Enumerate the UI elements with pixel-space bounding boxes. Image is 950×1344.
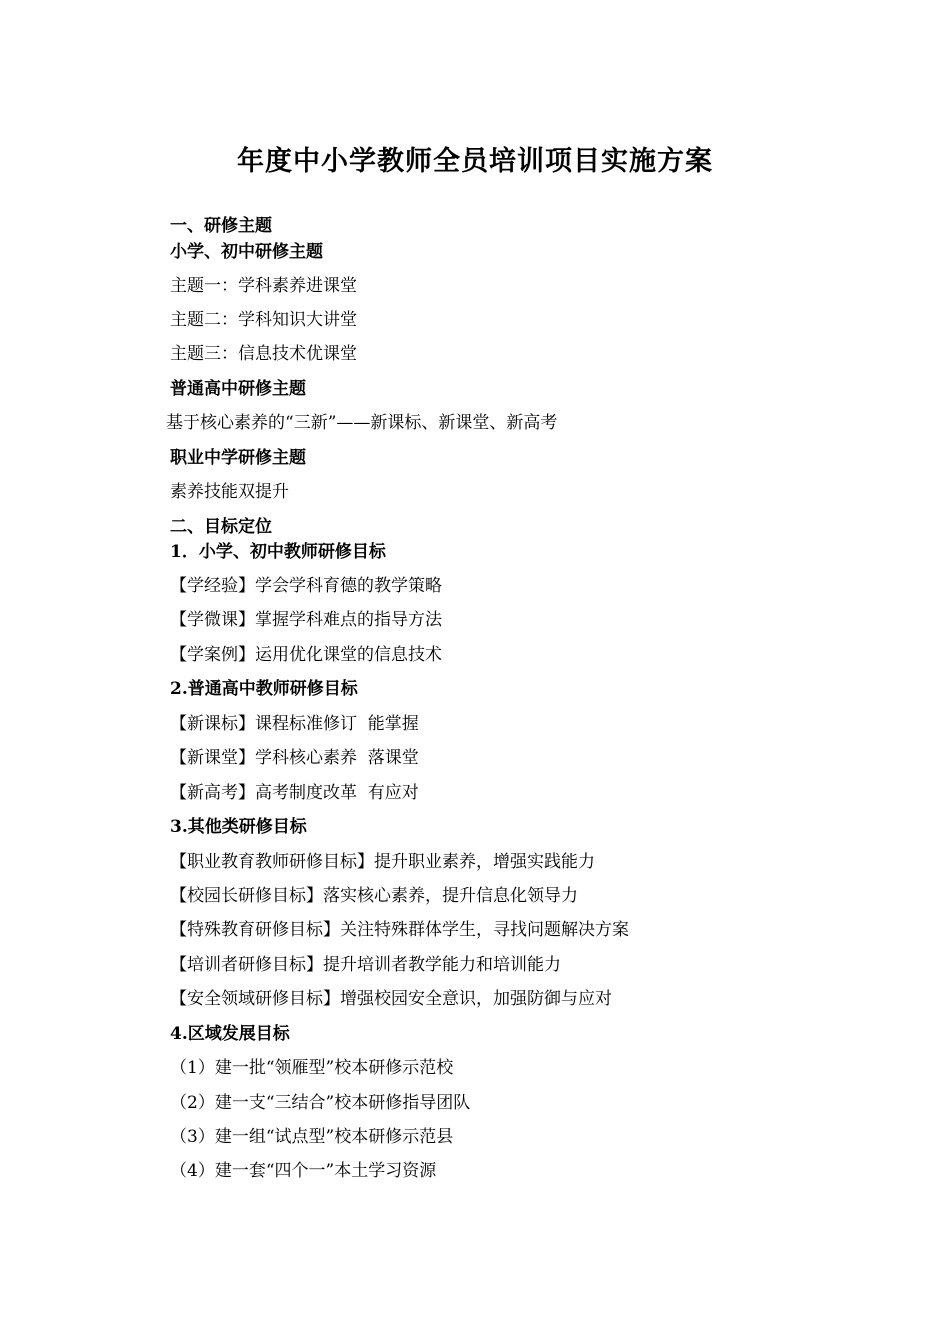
goal-item: （2）建一支“三结合”校本研修指导团队	[170, 1093, 471, 1113]
goal-item: 【新高考】高考制度改革 有应对	[170, 783, 419, 803]
primary-middle-topic-heading: 小学、初中研修主题	[170, 242, 323, 262]
goal-item: 【安全领域研修目标】增强校园安全意识，加强防御与应对	[170, 989, 612, 1009]
goal-item: （4）建一套“四个一”本土学习资源	[170, 1161, 437, 1181]
topic-item: 主题二：学科知识大讲堂	[170, 310, 357, 330]
goal-item: 【新课堂】学科核心素养 落课堂	[170, 748, 419, 768]
high-school-topic-heading: 普通高中研修主题	[170, 379, 306, 399]
goal-item: 【学经验】学会学科育德的教学策略	[170, 576, 442, 596]
goal-item: 【职业教育教师研修目标】提升职业素养，增强实践能力	[170, 852, 595, 872]
goal-2-heading: 2.普通高中教师研修目标	[170, 679, 358, 699]
goal-item: （3）建一组“试点型”校本研修示范县	[170, 1127, 454, 1147]
section-2-heading: 二、目标定位	[170, 517, 272, 537]
vocational-topic-heading: 职业中学研修主题	[170, 448, 306, 468]
goal-item: （1）建一批“领雁型”校本研修示范校	[170, 1058, 454, 1078]
goal-1-heading: 1．小学、初中教师研修目标	[170, 542, 386, 562]
topic-item: 主题三：信息技术优课堂	[170, 344, 357, 364]
goal-item: 【培训者研修目标】提升培训者教学能力和培训能力	[170, 955, 561, 975]
goal-item: 【新课标】课程标准修订 能掌握	[170, 714, 419, 734]
goal-item: 【特殊教育研修目标】关注特殊群体学生，寻找问题解决方案	[170, 920, 629, 940]
goal-item: 【学案例】运用优化课堂的信息技术	[170, 645, 442, 665]
goal-4-heading: 4.区域发展目标	[170, 1024, 290, 1044]
section-1-heading: 一、研修主题	[170, 216, 272, 236]
goal-3-heading: 3.其他类研修目标	[170, 817, 307, 837]
high-school-topic-text: 基于核心素养的“三新”——新课标、新课堂、新高考	[166, 413, 558, 433]
goal-item: 【校园长研修目标】落实核心素养，提升信息化领导力	[170, 886, 578, 906]
goal-item: 【学微课】掌握学科难点的指导方法	[170, 610, 442, 630]
vocational-topic-text: 素养技能双提升	[170, 482, 289, 502]
document-title: 年度中小学教师全员培训项目实施方案	[237, 146, 713, 177]
topic-item: 主题一：学科素养进课堂	[170, 276, 357, 296]
